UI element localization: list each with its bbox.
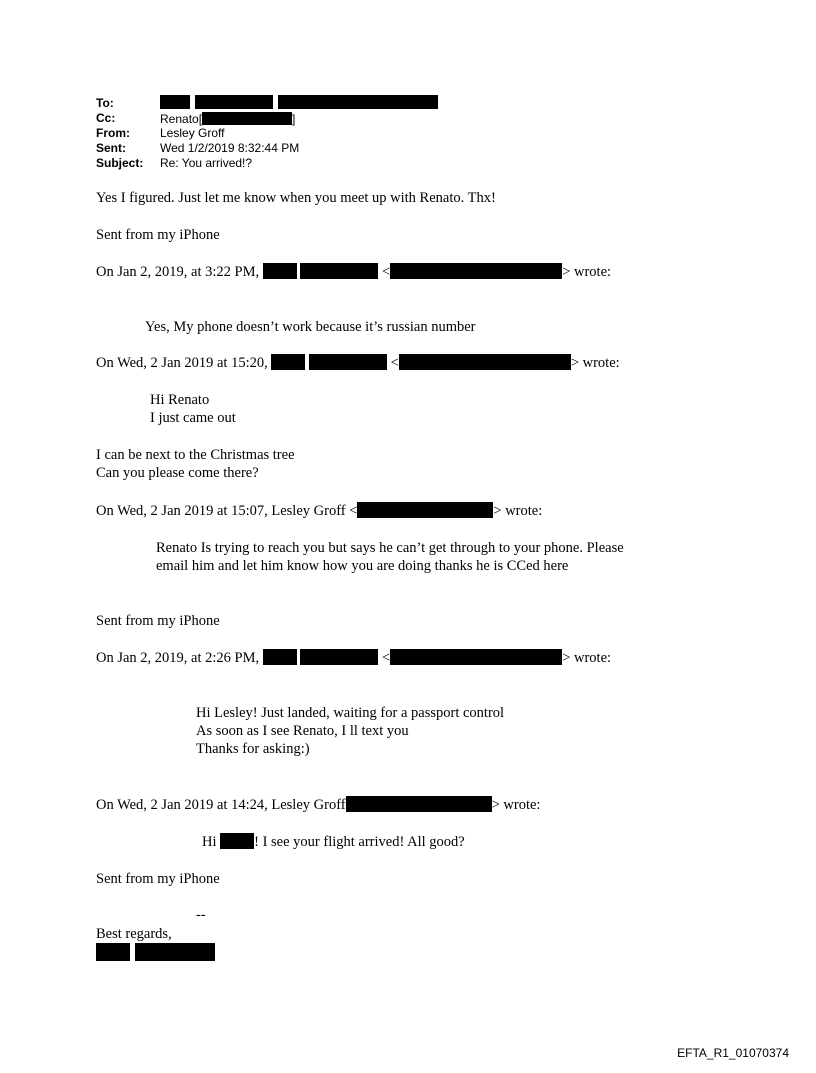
- redacted-name: [271, 354, 305, 370]
- quote4-body-1: Hi Lesley! Just landed, waiting for a passport control: [196, 705, 505, 721]
- quote5-attribution: On Wed, 2 Jan 2019 at 14:24, Lesley Groff > wrote:: [96, 797, 541, 813]
- redacted-surname: [300, 649, 378, 665]
- sent-from-iphone-1: Sent from my iPhone: [96, 227, 220, 243]
- document-id: EFTA_R1_01070374: [677, 1046, 789, 1060]
- redacted-email: [390, 649, 562, 665]
- from-value: Lesley Groff: [160, 126, 225, 140]
- redacted-email: [346, 796, 492, 812]
- sent-from-iphone-2: Sent from my iPhone: [96, 613, 220, 629]
- redacted-cc-email: [202, 112, 292, 125]
- cc-label: Cc:: [96, 111, 116, 125]
- redacted-signature-surname: [135, 943, 215, 961]
- to-label: To:: [96, 96, 114, 110]
- redacted-to-email: [278, 95, 438, 109]
- redacted-surname: [300, 263, 378, 279]
- sent-label: Sent:: [96, 141, 126, 155]
- quote2-attribution: On Wed, 2 Jan 2019 at 15:20, < > wrote:: [96, 355, 620, 371]
- from-label: From:: [96, 126, 130, 140]
- subject-value: Re: You arrived!?: [160, 156, 253, 170]
- quote1-body: Yes, My phone doesn’t work because it’s russian number: [145, 319, 476, 335]
- quote3-body-1: Renato Is trying to reach you but says he can’t get through to your phone. Please: [156, 540, 624, 556]
- sent-value: Wed 1/2/2019 8:32:44 PM: [160, 141, 300, 155]
- redacted-name: [220, 833, 254, 849]
- quote1-attribution: On Jan 2, 2019, at 3:22 PM, < > wrote:: [96, 264, 612, 280]
- signature-separator: --: [196, 907, 206, 923]
- signature-regards: Best regards,: [96, 926, 172, 942]
- redacted-name: [263, 263, 297, 279]
- redacted-email: [390, 263, 562, 279]
- redacted-name: [263, 649, 297, 665]
- quote2-body-2: I just came out: [150, 410, 236, 426]
- redacted-to-surname: [195, 95, 273, 109]
- sent-from-iphone-3: Sent from my iPhone: [96, 871, 220, 887]
- quote5-body: Hi ! I see your flight arrived! All good?: [202, 834, 465, 850]
- quote2-body-1: Hi Renato: [150, 392, 210, 408]
- reply-line: Yes I figured. Just let me know when you meet up with Renato. Thx!: [96, 190, 496, 206]
- quote3-body-2: email him and let him know how you are doing thanks he is CCed here: [156, 558, 569, 574]
- quote2-body-4: Can you please come there?: [96, 465, 259, 481]
- quote4-attribution: On Jan 2, 2019, at 2:26 PM, < > wrote:: [96, 650, 612, 666]
- quote3-attribution: On Wed, 2 Jan 2019 at 15:07, Lesley Groff < > wrote:: [96, 503, 543, 519]
- redacted-to-name: [160, 95, 190, 109]
- redacted-email: [399, 354, 571, 370]
- redacted-email: [357, 502, 493, 518]
- quote4-body-2: As soon as I see Renato, I ll text you: [196, 723, 409, 739]
- cc-value: Renato[ ]: [160, 112, 296, 126]
- quote4-body-3: Thanks for asking:): [196, 741, 310, 757]
- redacted-signature-name: [96, 943, 130, 961]
- redacted-surname: [309, 354, 387, 370]
- subject-label: Subject:: [96, 156, 144, 170]
- quote2-body-3: I can be next to the Christmas tree: [96, 447, 295, 463]
